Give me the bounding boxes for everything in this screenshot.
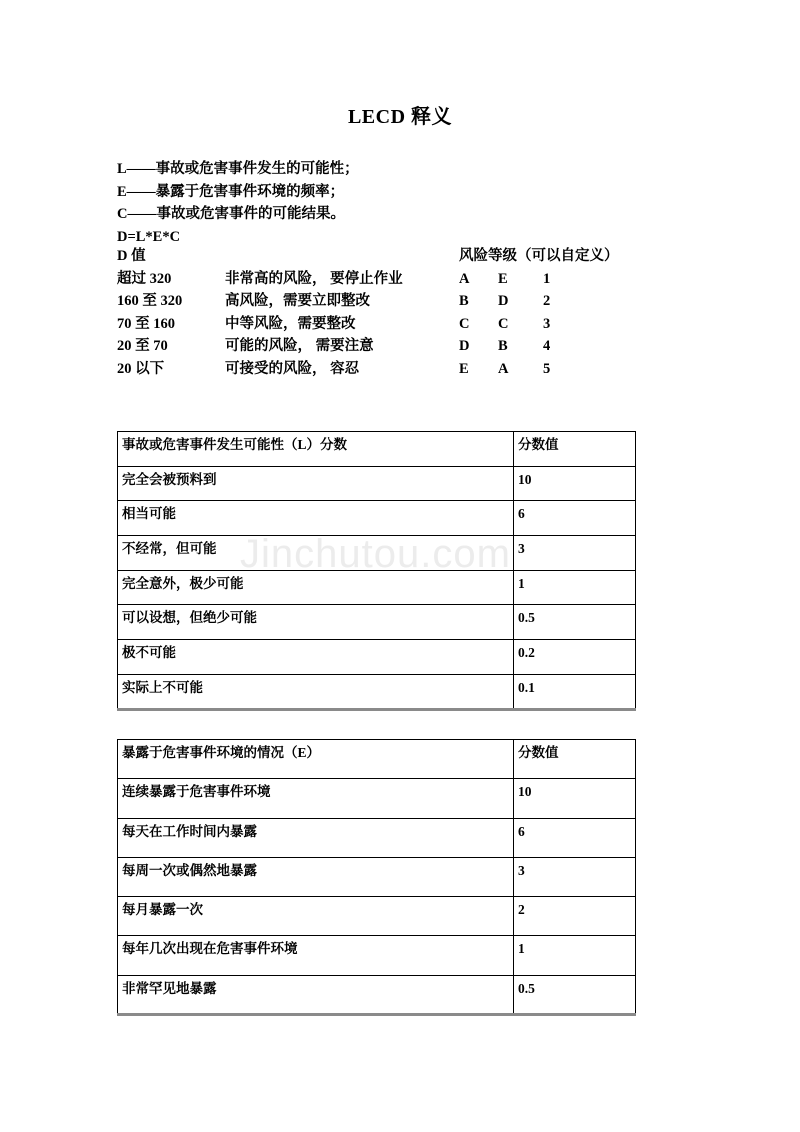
- d-value-header-right: 风险等级（可以自定义）: [459, 248, 619, 264]
- row-label: 每月暴露一次: [118, 897, 514, 936]
- row-label: 每天在工作时间内暴露: [118, 818, 514, 857]
- table-row: [118, 536, 636, 571]
- table-row: [118, 975, 636, 1014]
- row-label: 连续暴露于危害事件环境: [118, 779, 514, 818]
- d-value-grade-2: B: [498, 338, 508, 354]
- d-value-block: [117, 245, 677, 380]
- d-value-description: 可能的风险， 需要注意: [225, 338, 374, 354]
- row-score: 6: [514, 818, 636, 857]
- definition-line-c: C——事故或危害事件的可能结果。: [117, 206, 345, 222]
- definition-line-e: E——暴露于危害事件环境的频率；: [117, 183, 345, 200]
- table-row: [118, 570, 636, 605]
- d-value-grade-2: E: [498, 270, 508, 287]
- table-row: [118, 897, 636, 936]
- table-row: [118, 605, 636, 640]
- table-row: [118, 674, 636, 709]
- table-row: [118, 857, 636, 896]
- table-header-score: 分数值: [514, 432, 636, 467]
- d-value-grade-1: C: [459, 315, 470, 332]
- d-value-range: 160 至 320: [117, 293, 183, 309]
- row-label: 完全会被预料到: [118, 466, 514, 501]
- d-value-row: [117, 335, 677, 358]
- table-row: [118, 501, 636, 536]
- d-value-grade-2: A: [498, 360, 509, 377]
- d-value-grade-3: 1: [543, 270, 551, 287]
- row-score: 0.2: [514, 640, 636, 675]
- d-value-grade-3: 5: [543, 360, 551, 377]
- row-score: 0.1: [514, 674, 636, 709]
- row-label: 每年几次出现在危害事件环境: [118, 936, 514, 975]
- d-value-grade-3: 2: [543, 293, 551, 309]
- d-value-row: [117, 358, 677, 381]
- row-label: 每周一次或偶然地暴露: [118, 857, 514, 896]
- table-row: [118, 779, 636, 818]
- row-score: 1: [514, 570, 636, 605]
- row-label: 相当可能: [118, 501, 514, 536]
- definitions-block: [117, 158, 359, 248]
- formula-line: D=L*E*C: [117, 228, 181, 245]
- definition-line-l: L——事故或危害事件发生的可能性；: [117, 161, 359, 177]
- d-value-grade-1: D: [459, 338, 470, 354]
- row-label: 完全意外，极少可能: [118, 570, 514, 605]
- table-header-score: 分数值: [514, 740, 636, 779]
- d-value-row: [117, 313, 677, 336]
- d-value-range: 超过 320: [117, 270, 172, 287]
- d-value-grade-3: 4: [543, 338, 551, 354]
- d-value-row: [117, 290, 677, 313]
- watermark: Jinchutou.com: [240, 532, 511, 576]
- d-value-grade-3: 3: [543, 315, 551, 332]
- d-value-description: 非常高的风险， 要停止作业: [225, 270, 403, 287]
- likelihood-table: [117, 431, 636, 711]
- row-score: 0.5: [514, 975, 636, 1014]
- row-score: 1: [514, 936, 636, 975]
- row-label: 非常罕见地暴露: [118, 975, 514, 1014]
- row-label: 不经常，但可能: [118, 536, 514, 571]
- row-label: 极不可能: [118, 640, 514, 675]
- d-value-range: 20 以下: [117, 360, 165, 377]
- d-value-row: [117, 268, 677, 291]
- d-value-description: 高风险，需要立即整改: [225, 293, 370, 309]
- row-score: 10: [514, 466, 636, 501]
- d-value-header-row: [117, 245, 677, 268]
- table-row: [118, 466, 636, 501]
- row-label: 可以设想，但绝少可能: [118, 605, 514, 640]
- table-header-label: 事故或危害事件发生可能性（L）分数: [118, 432, 514, 467]
- row-score: 2: [514, 897, 636, 936]
- d-value-range: 20 至 70: [117, 338, 168, 354]
- row-score: 3: [514, 536, 636, 571]
- d-value-description: 可接受的风险， 容忍: [225, 360, 360, 377]
- d-value-description: 中等风险，需要整改: [225, 315, 356, 332]
- row-score: 6: [514, 501, 636, 536]
- table-header-row: [118, 432, 636, 467]
- table-row: [118, 818, 636, 857]
- row-score: 3: [514, 857, 636, 896]
- table-header-row: [118, 740, 636, 779]
- table-row: [118, 936, 636, 975]
- table-row: [118, 640, 636, 675]
- row-score: 0.5: [514, 605, 636, 640]
- row-label: 实际上不可能: [118, 674, 514, 709]
- exposure-table: [117, 739, 636, 1016]
- d-value-header-left: D 值: [117, 248, 146, 264]
- row-score: 10: [514, 779, 636, 818]
- d-value-grade-2: C: [498, 315, 509, 332]
- d-value-grade-2: D: [498, 293, 509, 309]
- page-title: LECD 释义: [347, 106, 453, 128]
- d-value-grade-1: A: [459, 270, 470, 287]
- d-value-grade-1: B: [459, 293, 469, 309]
- d-value-range: 70 至 160: [117, 315, 175, 332]
- d-value-grade-1: E: [459, 360, 469, 377]
- table-header-label: 暴露于危害事件环境的情况（E）: [118, 740, 514, 779]
